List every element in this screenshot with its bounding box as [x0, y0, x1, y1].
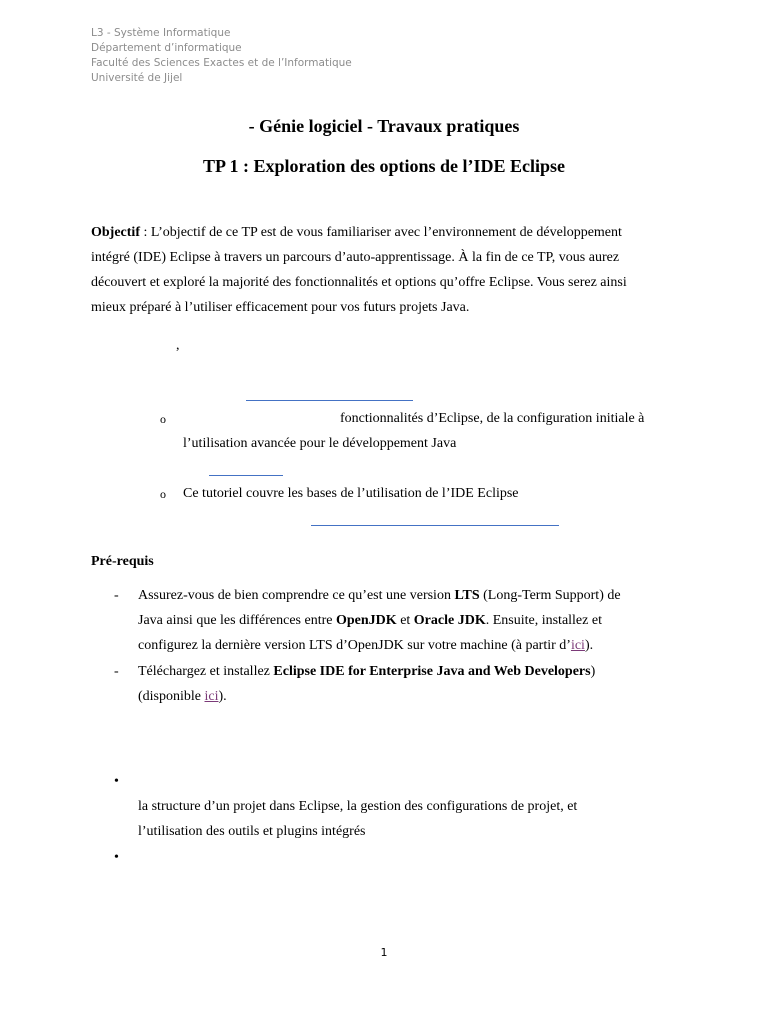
task-paragraph — [138, 794, 677, 844]
prereq-1-line-2: Java ainsi que les différences entre OpenJDK et Oracle JDK. Ensuite, installez et — [138, 613, 602, 628]
objectif-paragraph — [91, 220, 677, 320]
resource-1-line-1: fonctionnalités d’Eclipse, de la configuration initiale à — [340, 411, 645, 426]
prereq-2-line-2: (disponible ici). — [138, 689, 227, 704]
prereq-item-2 — [138, 659, 677, 709]
tp-title: TP 1 : Exploration des options de l’IDE Eclipse — [202, 156, 566, 176]
task-line-2: l’utilisation des outils et plugins intégrés — [138, 824, 366, 839]
stray-comma: , — [176, 338, 180, 353]
header-line-university: Université de Jijel — [91, 72, 183, 84]
header-line-faculty: Faculté des Sciences Exactes et de l’Informatique — [91, 57, 352, 69]
objectif-line-2: intégré (IDE) Eclipse à travers un parcours d’auto-apprentissage. À la fin de ce TP, vous aurez — [91, 250, 620, 265]
task-line-1: la structure d’un projet dans Eclipse, la gestion des configurations de projet, et — [138, 799, 578, 814]
objectif-line-1: Objectif : L’objectif de ce TP est de vous familiariser avec l’environnement de développement — [91, 225, 622, 240]
hyperlink-underline[interactable] — [311, 525, 559, 526]
resource-2-text: Ce tutoriel couvre les bases de l’utilisation de l’IDE Eclipse — [183, 486, 519, 501]
resource-1-line-2: l’utilisation avancée pour le développement Java — [183, 436, 457, 451]
objectif-line-3: découvert et exploré la majorité des fonctionnalités et options qu’offre Eclipse. Vous serez ainsi — [91, 275, 627, 290]
resource-bullet-1: o — [160, 412, 166, 426]
resource-bullet-2: o — [160, 487, 166, 501]
hyperlink-underline[interactable] — [246, 400, 413, 401]
document-header — [91, 26, 352, 86]
header-line-department: Département d’informatique — [91, 42, 242, 54]
eclipse-download-link[interactable]: ici — [204, 689, 219, 704]
header-line-level: L3 - Système Informatique — [91, 27, 231, 39]
prereq-1-line-1: Assurez-vous de bien comprendre ce qu’est une version LTS (Long-Term Support) de — [138, 588, 621, 603]
task-bullet-2: • — [114, 850, 119, 865]
openjdk-link[interactable]: ici — [570, 638, 585, 653]
prereq-dash-1: - — [114, 588, 119, 603]
prereq-item-1 — [138, 583, 677, 658]
page-number: 1 — [380, 946, 388, 959]
prerequis-heading: Pré-requis — [91, 554, 154, 569]
prereq-1-line-3: configurez la dernière version LTS d’OpenJDK sur votre machine (à partir d’ici). — [138, 638, 594, 653]
objectif-line-4: mieux préparé à l’utiliser efficacement pour vos futurs projets Java. — [91, 300, 470, 315]
hyperlink-underline[interactable] — [209, 475, 283, 476]
prereq-dash-2: - — [114, 664, 119, 679]
prereq-2-line-1: Téléchargez et installez Eclipse IDE for Enterprise Java and Web Developers) — [138, 664, 596, 679]
task-bullet-1: • — [114, 774, 119, 789]
course-title: - Génie logiciel - Travaux pratiques — [248, 116, 520, 136]
objectif-label: Objectif — [91, 225, 140, 240]
